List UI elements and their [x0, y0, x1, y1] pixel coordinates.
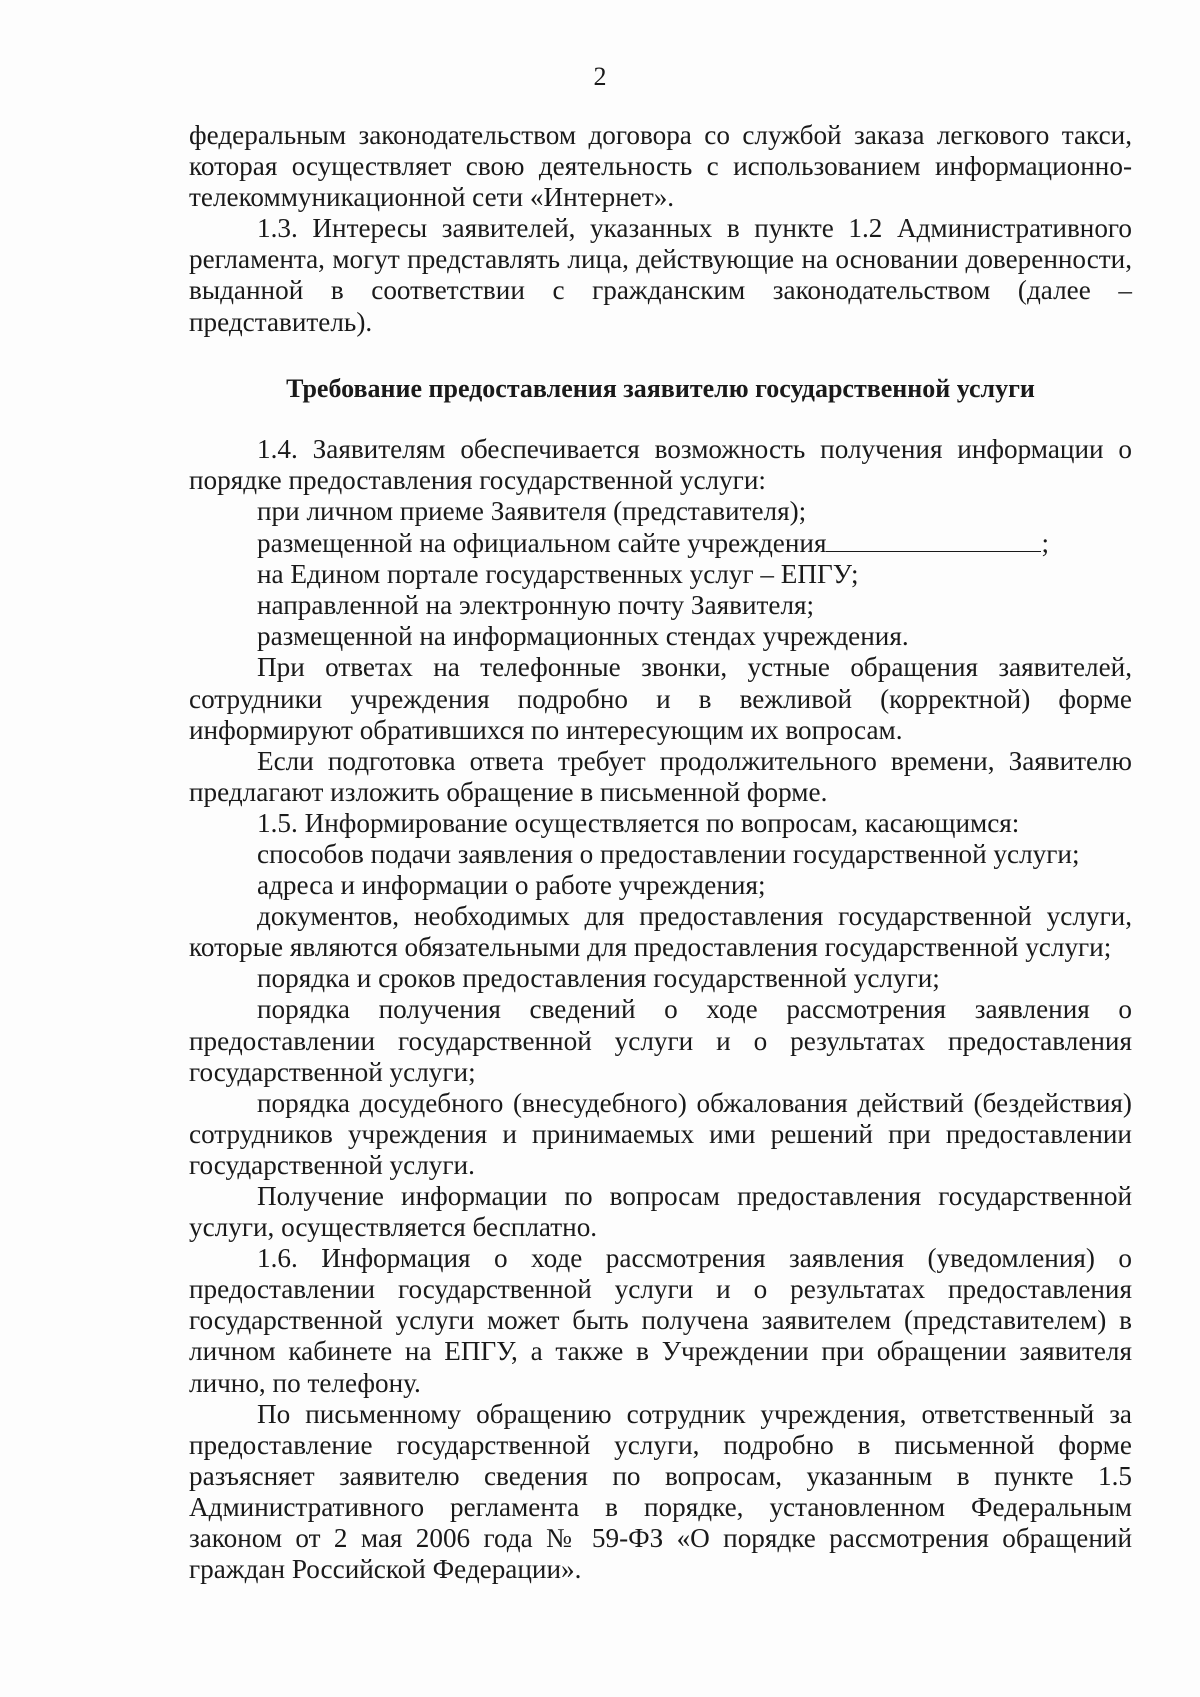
official-site-end: ; [1041, 528, 1050, 559]
paragraph-free-of-charge: Получение информации по вопросам предоставления государственной услуги, осуществляется бесплатно. [189, 1181, 1132, 1243]
list-item-submission-methods: способов подачи заявления о предоставлении государственной услуги; [257, 838, 1080, 869]
paragraph-1-4: 1.4. Заявителям обеспечивается возможность получения информации о порядке предоставления государственной услуги: [189, 433, 1132, 495]
paragraph-1-5: 1.5. Информирование осуществляется по вопросам, касающимся: [257, 807, 1020, 838]
list-item-email: направленной на электронную почту Заявителя; [257, 590, 815, 621]
list-item-epgu: на Едином портале государственных услуг – ЕПГУ; [257, 559, 859, 590]
section-heading: Требование предоставления заявителю государственной услуги [286, 373, 1035, 403]
list-item-stands: размещенной на информационных стендах учреждения. [257, 621, 909, 652]
paragraph-phone-answers: При ответах на телефонные звонки, устные обращения заявителей, сотрудники учреждения подробно и в вежливой (корректной) форме информируют обратившихся по интересующим их вопросам. [189, 652, 1132, 745]
document-body [189, 120, 1132, 1585]
list-item-documents: документов, необходимых для предоставления государственной услуги, которые являются обязательными для предоставления государственной услуги; [189, 901, 1132, 963]
paragraph-1-3: 1.3. Интересы заявителей, указанных в пункте 1.2 Административного регламента, могут представлять лица, действующие на основании доверенности, выданной в соответствии с гражданским законодательством (далее – представитель). [189, 213, 1132, 337]
list-item-order-terms: порядка и сроков предоставления государственной услуги; [257, 963, 940, 994]
list-item-official-site [189, 527, 1132, 559]
official-site-text: размещенной на официальном сайте учреждения [257, 528, 827, 559]
list-item-personal-reception: при личном приеме Заявителя (представителя); [257, 495, 807, 526]
list-item-appeal-procedure: порядка досудебного (внесудебного) обжалования действий (бездействия) сотрудников учреждения и принимаемых ими решений при предоставлении государственной услуги. [189, 1087, 1132, 1180]
page-number: 2 [593, 62, 607, 91]
list-item-address-info: адреса и информации о работе учреждения; [257, 870, 766, 901]
paragraph-written-request: По письменному обращению сотрудник учреждения, ответственный за предоставление государственной услуги, подробно в письменной форме разъясняет заявителю сведения по вопросам, указанным в пункте 1.5 Административного регламента в порядке, установленном Федеральным законом от 2 мая 2006 года № 59-ФЗ «О порядке рассмотрения обращений граждан Российской Федерации». [189, 1398, 1132, 1585]
list-item-review-progress: порядка получения сведений о ходе рассмотрения заявления о предоставлении государственной услуги и о результатах предоставления государственной услуги; [189, 994, 1132, 1087]
paragraph-written-form: Если подготовка ответа требует продолжительного времени, Заявителю предлагают изложить обращение в письменной форме. [189, 745, 1132, 807]
paragraph-continuation: федеральным законодательством договора со службой заказа легкового такси, которая осуществляет свою деятельность с использованием информационно-телекоммуникационной сети «Интернет». [189, 120, 1132, 213]
paragraph-1-6: 1.6. Информация о ходе рассмотрения заявления (уведомления) о предоставлении государственной услуги и о результатах предоставления государственной услуги может быть получена заявителем (представителем) в личном кабинете на ЕПГУ, а также в Учреждении при обращении заявителя лично, по телефону. [189, 1243, 1132, 1398]
blank-fill-line [826, 527, 1041, 552]
